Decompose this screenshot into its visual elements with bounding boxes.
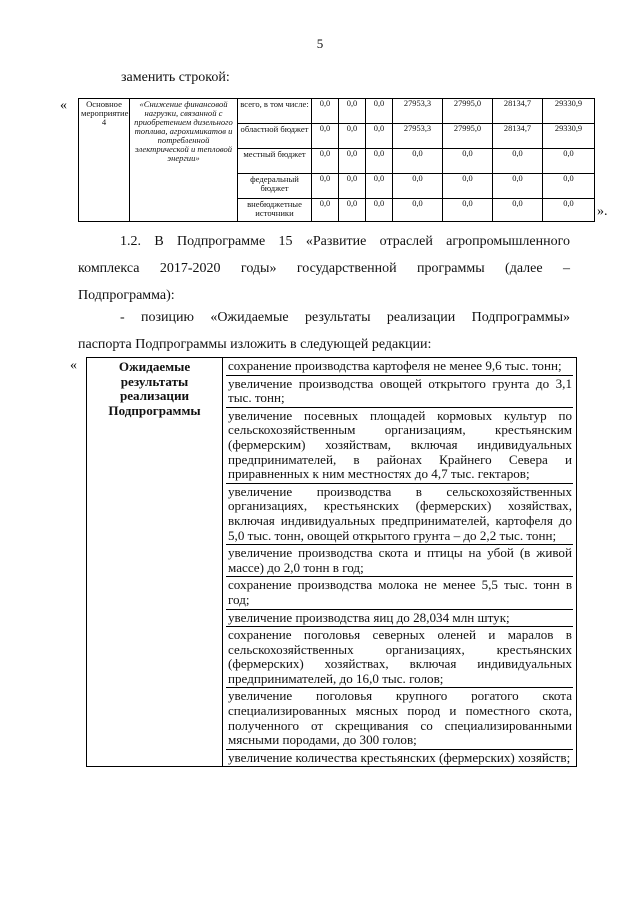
result-item: увеличение производства в сельскохозяйственных организациях, крестьянских (фермерских) хозяйствах, включая индивидуальных предпринимателей, картофеля до 5,0 тыс. тонн, овощей открытого грунта – до 2,2 тыс. тонн;	[226, 484, 573, 545]
value-cell: 29330,9	[543, 124, 595, 149]
value-cell: 0,0	[543, 149, 595, 174]
funding-source: местный бюджет	[238, 149, 312, 174]
value-cell: 0,0	[339, 149, 366, 174]
result-item: увеличение производства скота и птицы на убой (в живой массе) до 2,0 тонн в год;	[226, 545, 573, 577]
value-cell: 27953,3	[393, 124, 443, 149]
event-description-cell: «Снижение финансовой нагрузки, связанной с приобретением дизельного топлива, агрохимикатов и потребленной электрической и тепловой энергии»	[130, 99, 238, 222]
event-name-cell: Основное мероприятие 4	[79, 99, 130, 222]
opening-quote-1: «	[60, 98, 67, 113]
value-cell: 0,0	[366, 174, 393, 199]
result-item: сохранение производства картофеля не менее 9,6 тыс. тонн;	[226, 358, 573, 376]
value-cell: 28134,7	[493, 99, 543, 124]
value-cell: 27995,0	[443, 99, 493, 124]
results-items-cell	[223, 358, 577, 767]
result-item: увеличение производства яиц до 28,034 млн штук;	[226, 610, 573, 628]
value-cell: 0,0	[312, 99, 339, 124]
funding-source: всего, в том числе:	[238, 99, 312, 124]
results-table	[86, 357, 577, 767]
paragraph-line: 1.2. В Подпрограмме 15 «Развитие отраслей агропромышленного	[120, 234, 570, 249]
value-cell: 0,0	[312, 124, 339, 149]
results-label-cell: Ожидаемые результаты реализации Подпрограммы	[87, 358, 223, 767]
result-item: увеличение количества крестьянских (фермерских) хозяйств;	[228, 749, 571, 765]
value-cell: 0,0	[493, 199, 543, 222]
value-cell: 0,0	[443, 199, 493, 222]
paragraph-position	[78, 308, 570, 355]
result-item: увеличение производства овощей открытого грунта до 3,1 тыс. тонн;	[226, 376, 573, 408]
result-item: сохранение поголовья северных оленей и маралов в сельскохозяйственных организациях, крестьянских (фермерских) хозяйствах, включая индивидуальных предпринимателей, до 16,0 тыс. голов;	[226, 627, 573, 688]
funding-source: федеральный бюджет	[238, 174, 312, 199]
budget-row	[79, 99, 595, 124]
value-cell: 0,0	[543, 199, 595, 222]
value-cell: 0,0	[493, 149, 543, 174]
value-cell: 0,0	[443, 174, 493, 199]
value-cell: 27995,0	[443, 124, 493, 149]
page-number: 5	[316, 36, 324, 51]
paragraph-1-2	[78, 232, 570, 306]
value-cell: 0,0	[443, 149, 493, 174]
paragraph-line: - позицию «Ожидаемые результаты реализации Подпрограммы»	[120, 310, 570, 325]
value-cell: 29330,9	[543, 99, 595, 124]
value-cell: 0,0	[366, 124, 393, 149]
value-cell: 0,0	[366, 149, 393, 174]
value-cell: 0,0	[339, 99, 366, 124]
value-cell: 28134,7	[493, 124, 543, 149]
value-cell: 0,0	[543, 174, 595, 199]
opening-quote-2: «	[70, 358, 77, 373]
value-cell: 0,0	[493, 174, 543, 199]
replace-instruction: заменить строкой:	[121, 70, 230, 85]
value-cell: 0,0	[312, 149, 339, 174]
result-item: увеличение поголовья крупного рогатого скота специализированных мясных пород и поместного скота, полученного от скрещивания со специализированными мясными породами, до 300 голов;	[226, 688, 573, 749]
value-cell: 0,0	[339, 124, 366, 149]
budget-table	[78, 98, 595, 222]
paragraph-line: комплекса 2017-2020 годы» государственной программы (далее –	[78, 261, 570, 276]
paragraph-line: Подпрограмма):	[78, 288, 175, 303]
result-item: увеличение посевных площадей кормовых культур по сельскохозяйственным организациям, крестьянским (фермерским) хозяйствам, включая индивидуальных предпринимателей, в районах Крайнего Севера и приравненных к ним местностях до 4,7 тыс. гектаров;	[226, 408, 573, 484]
value-cell: 27953,3	[393, 99, 443, 124]
funding-source: внебюджетные источники	[238, 199, 312, 222]
value-cell: 0,0	[393, 199, 443, 222]
closing-quote: ».	[597, 204, 608, 219]
result-item: сохранение производства молока не менее 5,5 тыс. тонн в год;	[226, 577, 573, 609]
value-cell: 0,0	[339, 199, 366, 222]
value-cell: 0,0	[339, 174, 366, 199]
value-cell: 0,0	[312, 174, 339, 199]
value-cell: 0,0	[366, 99, 393, 124]
value-cell: 0,0	[312, 199, 339, 222]
value-cell: 0,0	[393, 174, 443, 199]
paragraph-line: паспорта Подпрограммы изложить в следующей редакции:	[78, 337, 432, 352]
funding-source: областной бюджет	[238, 124, 312, 149]
value-cell: 0,0	[393, 149, 443, 174]
value-cell: 0,0	[366, 199, 393, 222]
